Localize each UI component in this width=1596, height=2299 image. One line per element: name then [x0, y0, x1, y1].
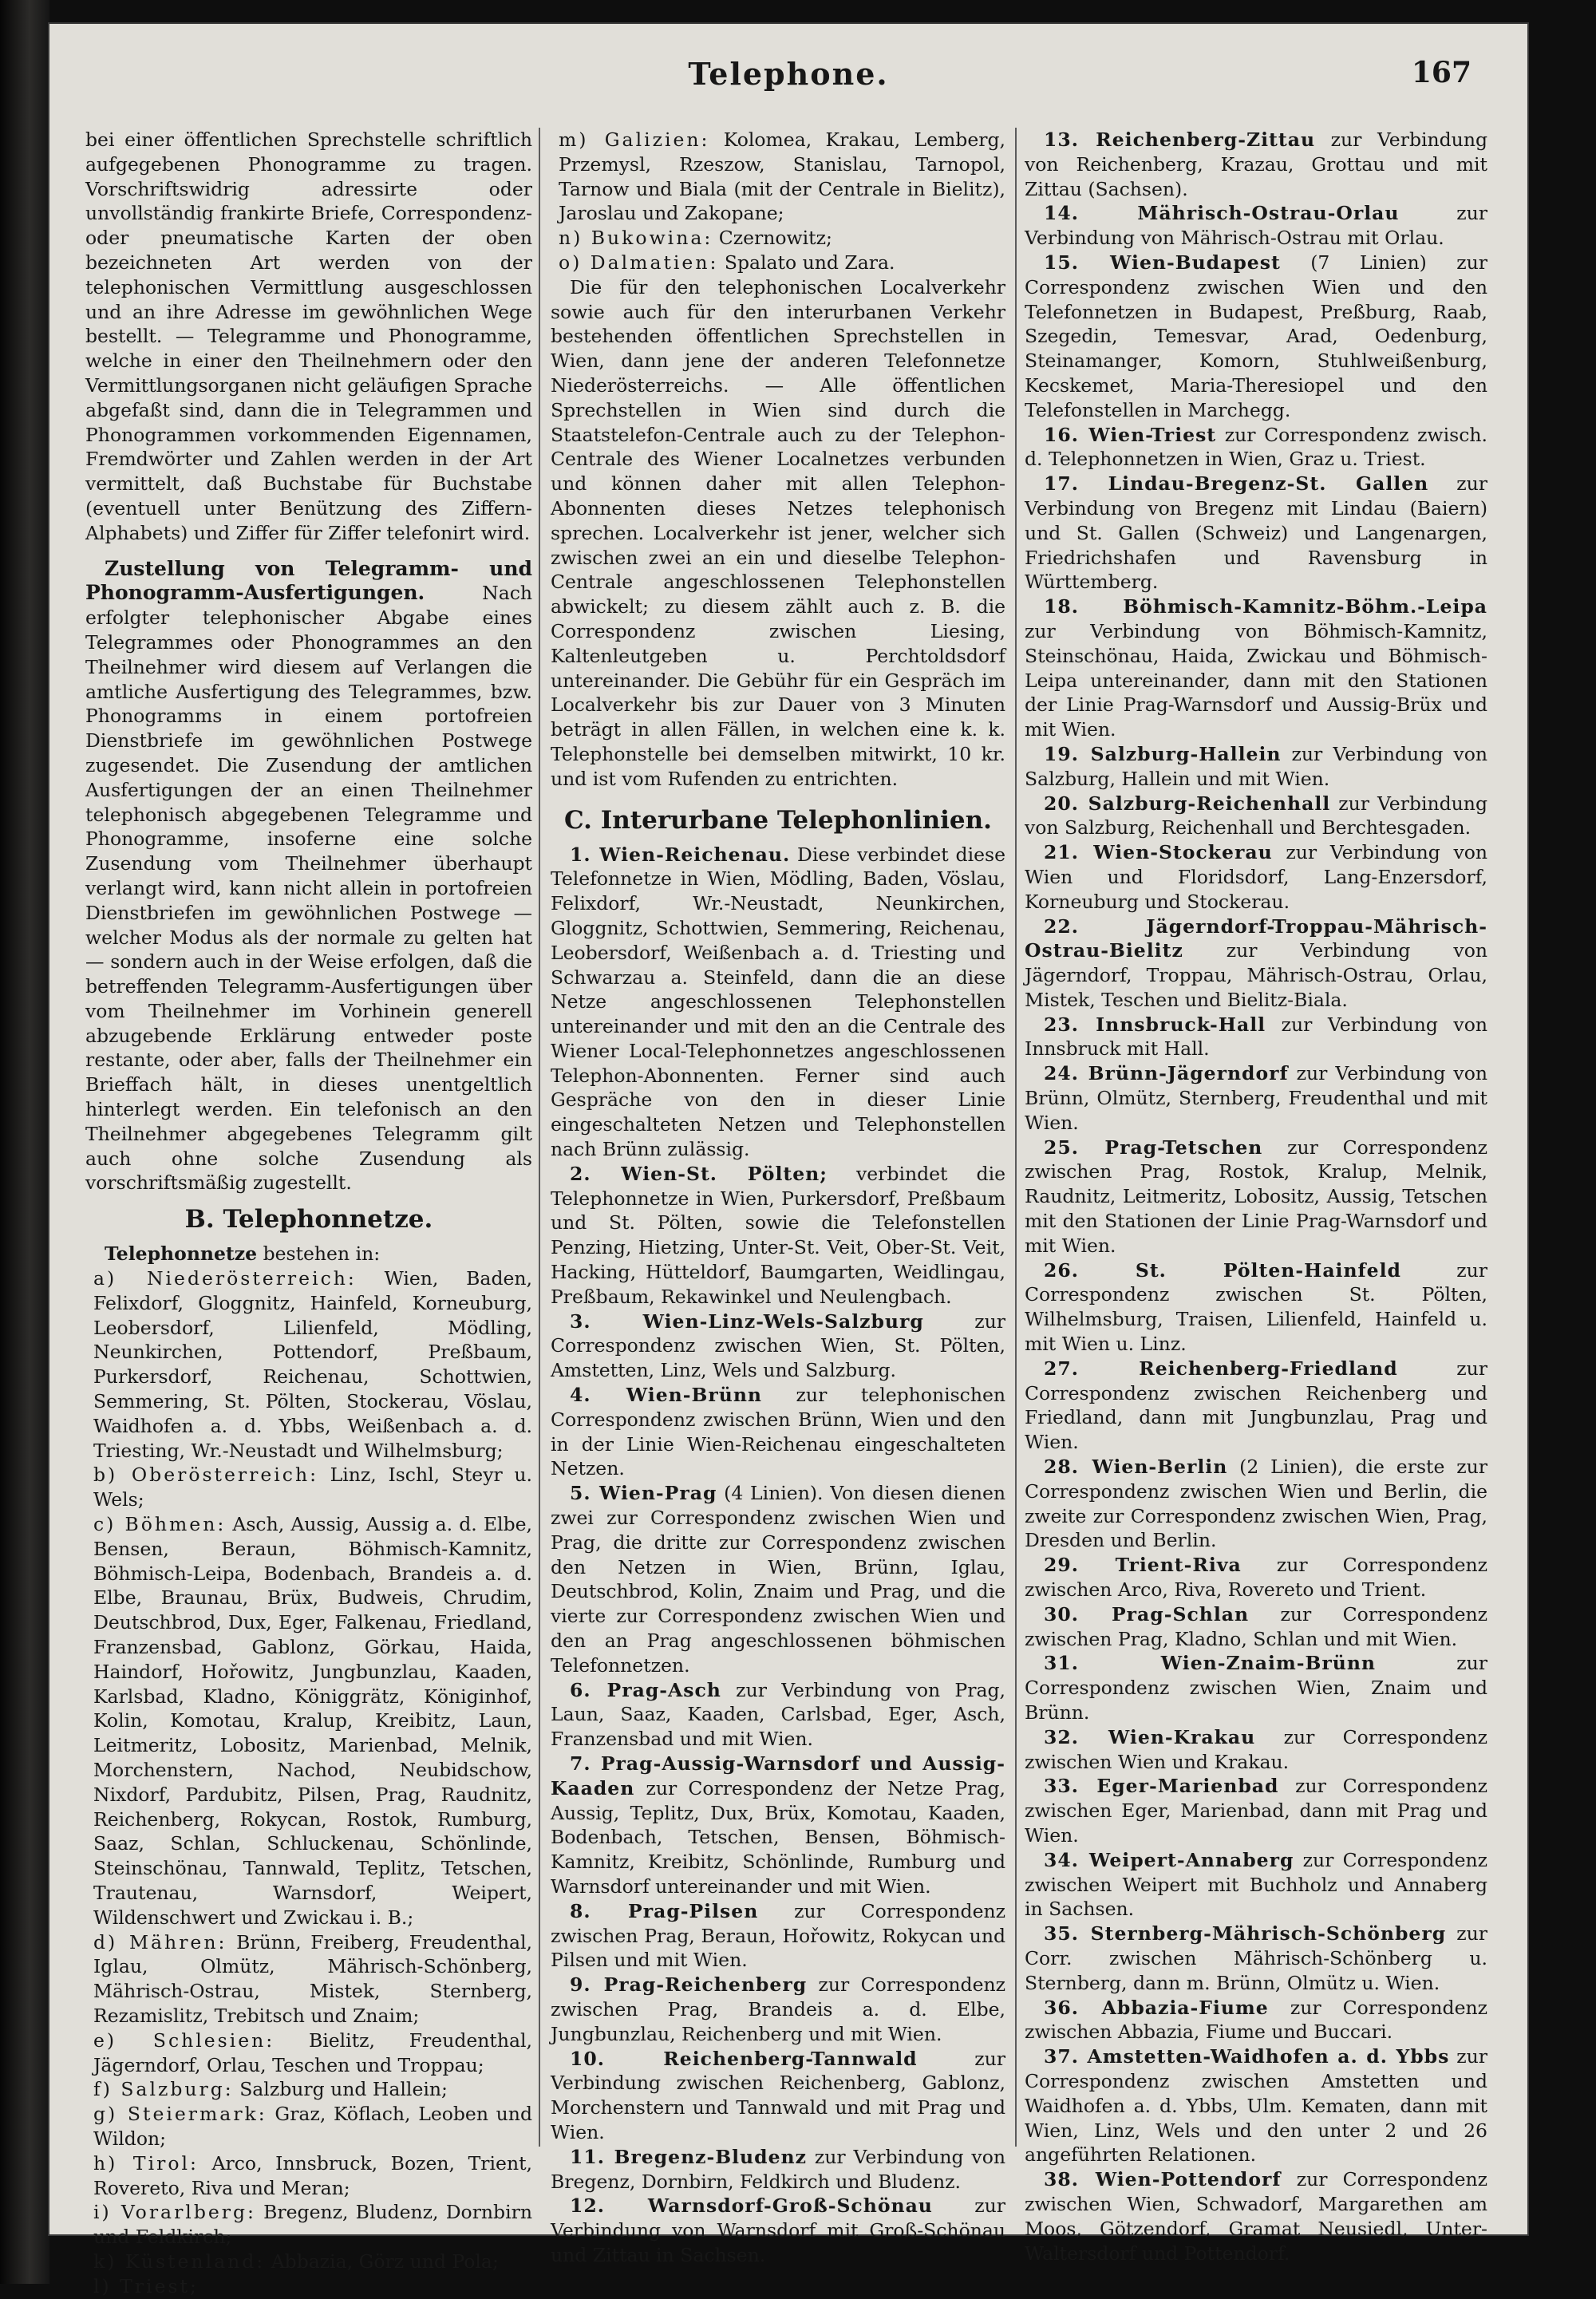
line-text: zur Verbindung von Salzburg, Reichenhall und Berchtesgaden. [1025, 792, 1487, 839]
column-right [1025, 128, 1487, 2265]
region-item [85, 1463, 532, 1512]
line-name: 29. Trient-Riva [1044, 1554, 1242, 1577]
region-name: f) Salzburg: [93, 2078, 234, 2101]
line-text: zur Correspondenz zwischen Abbazia, Fiume und Buccari. [1025, 1996, 1488, 2044]
line-text: zur Verbindung von Warnsdorf mit Groß-Schönau und Zittau in Sachsen. [551, 2194, 1005, 2266]
section-b-heading: B. Telephonnetze. [184, 1205, 433, 1234]
line-text: zur Verbindung von Reichenberg, Krazau, Grottau und mit Zittau (Sachsen). [1025, 128, 1487, 200]
line-name: 4. Wien-Brünn [570, 1384, 762, 1407]
line-name: 22. Jägerndorf-Troppau-Mährisch-Ostrau-Bielitz [1025, 914, 1487, 962]
book-gutter [0, 0, 49, 2284]
region-name: d) Mähren: [93, 1930, 227, 1953]
region-name: c) Böhmen: [93, 1513, 227, 1536]
paragraph-phonogramme: bei einer öffentlichen Sprechstelle schriftlich aufgegebenen Phonogramme zu tragen. Vorschriftswidrig adressirte oder unvollständig frankirte Briefe, Correspondenz- oder pneumatische Karten der oben bezeichneten Art werden von der telephonischen Vermittlung ausgeschlossen und an ihre Adresse im gewöhnlichen Wege bestellt. — Telegramme und Phonogramme, welche in einer den Theilnehmern oder den Vermittlungsorganen nicht geläufigen Sprache abgefaßt sind, dann die in Telegrammen und Phonogrammen vorkommenden Eigennamen, Fremdwörter und Zahlen werden in der Art vermittelt, daß Buchstabe für Buchstabe (eventuell unter Benützung des Ziffern-Alphabets) und Ziffer für Ziffer telefonirt wird. [85, 128, 532, 544]
line-name: 17. Lindau-Bregenz-St. Gallen [1044, 472, 1429, 496]
region-item [85, 2028, 532, 2078]
line-text: zur Correspondenz zwischen Wien und Krakau. [1025, 1725, 1488, 1773]
line-name: 35. Sternberg-Mährisch-Schönberg [1044, 1922, 1447, 1945]
region-name: a) Niederösterreich: [93, 1267, 357, 1290]
line-name: 9. Prag-Reichenberg [570, 1973, 808, 1997]
line-text: zur Verbindung von Jägerndorf, Troppau, Mährisch-Ostrau, Orlau, Mistek, Teschen und Bielitz-Biala. [1025, 939, 1487, 1011]
line-name: 31. Wien-Znaim-Brünn [1044, 1652, 1377, 1675]
line-text: zur Correspondenz zwischen St. Pölten, Wilhelmsburg, Traisen, Lilienfeld, Hainfeld u. mit Wien u. Linz. [1025, 1258, 1487, 1356]
line-entry [551, 1481, 1005, 1677]
region-name: m) Galizien: [559, 128, 710, 151]
line-entry [1025, 1651, 1487, 1724]
line-name: 3. Wien-Linz-Wels-Salzburg [570, 1309, 924, 1333]
region-item [85, 1930, 532, 2028]
line-entry [1025, 2044, 1487, 2167]
line-name: 37. Amstetten-Waidhofen a. d. Ybbs [1044, 2045, 1450, 2068]
region-places: Kolomea, Krakau, Lemberg, Przemysl, Rzeszow, Stanislau, Tarnopol, Tarnow und Biala (mit der Centrale in Bielitz), Jaroslau und Zakopane; [559, 128, 1005, 225]
region-places: Salzburg und Hallein; [233, 2078, 448, 2101]
line-text: zur Correspondenz zwischen Prag, Rostok, Kralup, Melnik, Raudnitz, Leitmeritz, Lobositz, Aussig, Tetschen mit den Stationen der Linie Prag-Warnsdorf und mit Wien. [1025, 1136, 1487, 1257]
line-text: zur Verbindung von Böhmisch-Kamnitz, Steinschönau, Haida, Zwickau und Böhmisch-Leipa untereinander, dann mit den Stationen der Linie Prag-Warnsdorf und Aussig-Brüx und mit Wien. [1025, 619, 1487, 741]
line-name: 25. Prag-Tetschen [1044, 1136, 1263, 1159]
region-places: Wien, Baden, Felixdorf, Gloggnitz, Hainfeld, Korneuburg, Leobersdorf, Lilienfeld, Mödling, Neunkirchen, Pottendorf, Preßbaum, Purkersdorf, Reichenau, Schottwien, Semmering, St. Pölten, Stockerau, Vöslau, Waidhofen a. d. Ybbs, Weißenbach a. d. Triesting, Wr.-Neustadt und Wilhelmsburg; [93, 1267, 533, 1462]
region-name: g) Steiermark: [93, 2103, 267, 2126]
line-entry [551, 2194, 1005, 2267]
line-entry [1025, 201, 1487, 251]
line-text: (7 Linien) zur Correspondenz zwischen Wien und den Telefonnetzen in Budapest, Preßburg, Raab, Szegedin, Temesvar, Arad, Oedenburg, Steinamanger, Komorn, Stuhlweißenburg, Kecskemet, Maria-Theresiopel und den Telefonstellen in Marchegg. [1025, 251, 1487, 421]
line-entry [551, 1752, 1005, 1899]
netze-lead-rest: bestehen in: [257, 1242, 381, 1266]
line-text: zur Correspondenz zwischen Eger, Marienbad, dann mit Prag und Wien. [1025, 1775, 1488, 1847]
paragraph-zustellung [85, 557, 532, 1196]
line-text: zur telephonischen Correspondenz zwischen Brünn, Wien und den in der Linie Wien-Reichenau eingeschalteten Netzen. [551, 1384, 1005, 1480]
line-name: 20. Salzburg-Reichenhall [1044, 792, 1331, 815]
line-entry [551, 1162, 1005, 1309]
line-entry [1025, 1061, 1487, 1135]
line-text: zur Verbindung von Bregenz mit Lindau (Baiern) und St. Gallen (Schweiz) und Langenargen, Friedrichshafen und Ravensburg in Württemberg. [1025, 472, 1487, 594]
line-entry [1025, 1258, 1487, 1357]
line-name: 24. Brünn-Jägerndorf [1044, 1062, 1289, 1085]
page-number: 167 [1411, 56, 1472, 89]
line-entry [551, 2047, 1005, 2145]
line-entry [1025, 1553, 1487, 1602]
line-entry [1025, 1013, 1487, 1062]
line-entry [1025, 840, 1487, 914]
line-text: zur Correspondenz zwischen Reichenberg und Friedland, dann mit Jungbunzlau, Prag und Wien. [1025, 1357, 1487, 1454]
line-entry [1025, 1996, 1487, 2045]
zustellung-title: Zustellung von Telegramm- und Phonogramm-Ausfertigungen. [85, 556, 532, 605]
line-name: 10. Reichenberg-Tannwald [570, 2047, 918, 2070]
line-text: zur Corr. zwischen Mährisch-Schönberg u. Sternberg, dann m. Brünn, Olmütz u. Wien. [1025, 1922, 1487, 1994]
line-name: 5. Wien-Prag [570, 1482, 717, 1505]
line-entry [551, 1383, 1005, 1481]
region-item [85, 2200, 532, 2250]
column-rule-left [539, 128, 540, 2147]
line-name: 30. Prag-Schlan [1044, 1602, 1250, 1625]
line-text: zur Correspondenz zwisch. d. Telephonnetzen in Wien, Graz u. Triest. [1025, 423, 1487, 471]
running-head [49, 56, 1527, 120]
region-name: n) Bukowina: [559, 227, 713, 250]
line-text: zur Correspondenz zwischen Amstetten und Waidhofen a. d. Ybbs, Ulm. Kematen, dann mit Wien, Linz, Wels und den unter 2 und 26 angeführten Relationen. [1025, 2045, 1487, 2167]
region-places: Linz, Ischl, Steyr u. Wels; [93, 1464, 532, 1511]
paragraph-localverkehr: Die für den telephonischen Localverkehr sowie auch für den interurbanen Verkehr bestehenden öffentlichen Sprechstellen in Wien, dann jene der anderen Telefonnetze Niederösterreichs. — Alle öffentlichen Sprechstellen in Wien sind durch die Staatstelefon-Centrale auch zu der Telephon-Centrale des Wiener Localnetzes verbunden und können daher mit allen Telephon-Abonnenten dieses Netzes telephonisch sprechen. Localverkehr ist jener, welcher sich zwischen zwei an ein und dieselbe Telephon-Centrale angeschlossenen Telephonstellen abwickelt; zu diesem zählt auch z. B. die Correspondenz zwischen Liesing, Kaltenleutgeben u. Perchtoldsdorf untereinander. Die Gebühr für ein Gespräch im Localverkehr bis zur Dauer von 3 Minuten beträgt in allen Fällen, in welchen eine k. k. Telephonstelle bei demselben mitwirkt, 10 kr. und ist vom Rufenden zu entrichten. [551, 275, 1005, 790]
region-places: Graz, Köflach, Leoben und Wildon; [93, 2103, 532, 2150]
region-name: i) Vorarlberg: [93, 2201, 256, 2224]
region-list-2 [551, 128, 1005, 275]
column-rule-right [1015, 128, 1017, 2147]
region-places: Asch, Aussig, Aussig a. d. Elbe, Bensen, Beraun, Böhmisch-Kamnitz, Böhmisch-Leipa, Bodenbach, Brandeis a. d. Elbe, Braunau, Brüx, Budweis, Chrudim, Deutschbrod, Dux, Eger, Falkenau, Friedland, Franzensbad, Gablonz, Görkau, Haida, Haindorf, Hořowitz, Jungbunzlau, Kaaden, Karlsbad, Kladno, Königgrätz, Königinhof, Kolin, Komotau, Kralup, Kreibitz, Laun, Leitmeritz, Lobositz, Marienbad, Melnik, Morchenstern, Nachod, Neubidschow, Nixdorf, Pardubitz, Pilsen, Prag, Raudnitz, Reichenberg, Rokycan, Rostok, Rumburg, Saaz, Schlan, Schluckenau, Schönlinde, Steinschönau, Tannwald, Teplitz, Tetschen, Trautenau, Warnsdorf, Weipert, Wildenschwert und Zwickau i. B.; [93, 1513, 532, 1929]
line-text: zur Correspondenz zwischen Prag, Beraun, Hořowitz, Rokycan und Pilsen und mit Wien. [551, 1899, 1005, 1972]
line-entry [1025, 2167, 1487, 2265]
line-name: 6. Prag-Asch [570, 1678, 721, 1701]
line-text: zur Correspondenz zwischen Wien, Znaim und Brünn. [1025, 1652, 1487, 1724]
line-name: 11. Bregenz-Bludenz [570, 2145, 807, 2168]
line-text: zur Verbindung von Mährisch-Ostrau mit Orlau. [1025, 202, 1487, 250]
line-name: 21. Wien-Stockerau [1044, 841, 1273, 864]
region-item [85, 1512, 532, 1930]
line-name: 18. Böhmisch-Kamnitz-Böhm.-Leipa [1044, 595, 1487, 618]
region-places: Abbazia, Görz und Pola; [265, 2250, 499, 2273]
region-places: Spalato und Zara. [718, 251, 895, 274]
line-name: 2. Wien-St. Pölten; [570, 1162, 828, 1185]
line-entry [1025, 1848, 1487, 1922]
netze-lead-bold: Telephonnetze [105, 1242, 258, 1266]
column-middle [551, 128, 1005, 2268]
line-name: 23. Innsbruck-Hall [1044, 1013, 1266, 1036]
region-places: Bielitz, Freudenthal, Jägerndorf, Orlau, Teschen und Troppau; [93, 2028, 532, 2076]
line-name: 8. Prag-Pilsen [570, 1899, 759, 1922]
line-name: 19. Salzburg-Hallein [1044, 742, 1282, 765]
line-name: 14. Mährisch-Ostrau-Orlau [1044, 202, 1400, 225]
line-entry [1025, 472, 1487, 595]
region-list-1 [85, 1266, 532, 2298]
line-entry [551, 843, 1005, 1162]
line-entry [1025, 1602, 1487, 1652]
running-title: Telephone. [688, 56, 889, 92]
line-text: zur Correspondenz zwischen Wien, St. Pölten, Amstetten, Linz, Wels und Salzburg. [551, 1309, 1005, 1382]
line-entry [1025, 1455, 1487, 1553]
region-item [85, 2274, 532, 2299]
line-entry [1025, 1136, 1487, 1258]
line-text: zur Verbindung von Wien und Floridsdorf, Lang-Enzersdorf, Korneuburg und Stockerau. [1025, 841, 1488, 913]
region-name: l) Triest; [93, 2274, 199, 2297]
line-name: 12. Warnsdorf-Groß-Schönau [570, 2194, 933, 2218]
region-item [551, 226, 1005, 251]
region-item [85, 1266, 532, 1463]
line-list-2 [1025, 128, 1487, 2265]
column-left [85, 128, 532, 2299]
region-name: o) Dalmatien: [559, 251, 719, 274]
line-name: 27. Reichenberg-Friedland [1044, 1357, 1398, 1380]
line-entry [1025, 128, 1487, 201]
line-entry [1025, 1725, 1487, 1775]
line-entry [551, 1678, 1005, 1752]
region-name: b) Oberösterreich: [93, 1464, 318, 1487]
line-name: 1. Wien-Reichenau. [570, 843, 791, 866]
region-item [85, 2077, 532, 2102]
line-text: zur Verbindung zwischen Reichenberg, Gablonz, Morchenstern und Tannwald und mit Prag und Wien. [551, 2047, 1005, 2143]
section-c-heading: C. Interurbane Telephonlinien. [564, 805, 992, 835]
line-text: zur Correspondenz zwischen Weipert mit Buchholz und Annaberg in Sachsen. [1025, 1848, 1488, 1921]
netze-lead [85, 1242, 532, 1266]
line-name: 7. Prag-Aussig-Warnsdorf und Aussig-Kaaden [551, 1752, 1005, 1799]
line-name: 32. Wien-Krakau [1044, 1725, 1256, 1748]
line-name: 26. St. Pölten-Hainfeld [1044, 1258, 1401, 1282]
line-name: 36. Abbazia-Fiume [1044, 1996, 1269, 2019]
line-text: zur Correspondenz zwischen Arco, Riva, Rovereto und Trient. [1025, 1554, 1488, 1602]
line-text: zur Verbindung von Innsbruck mit Hall. [1025, 1013, 1487, 1061]
line-name: 28. Wien-Berlin [1044, 1456, 1228, 1479]
line-text: (2 Linien), die erste zur Correspondenz zwischen Wien und Berlin, die zweite zur Correspondenz zwischen Wien, Prag, Dresden und Berlin. [1025, 1456, 1487, 1552]
region-item [551, 128, 1005, 226]
region-item [551, 251, 1005, 275]
line-text: (4 Linien). Von diesen dienen zwei zur Correspondenz zwischen Wien und Prag, die dritte zur Correspondenz zwischen den Netzen in Wien, Brünn, Iglau, Deutschbrod, Kolin, Znaim und Prag, und die vierte zur Correspondenz zwischen Wien und den an Prag angeschlossenen böhmischen Telefonnetzen. [551, 1482, 1006, 1677]
line-text: zur Correspondenz der Netze Prag, Aussig, Teplitz, Dux, Brüx, Komotau, Kaaden, Bodenbach, Tetschen, Bensen, Böhmisch-Kamnitz, Kreibitz, Schönlinde, Rumburg und Warnsdorf untereinander und mit Wien. [551, 1776, 1005, 1898]
line-entry [1025, 742, 1487, 792]
line-text: zur Verbindung von Prag, Laun, Saaz, Kaaden, Carlsbad, Eger, Asch, Franzensbad und mit Wien. [551, 1678, 1005, 1751]
region-item [85, 2250, 532, 2274]
zustellung-text: Nach erfolgter telephonischer Abgabe eines Telegrammes oder Phonogrammes an den Theilnehmer wird diesem auf Verlangen die amtliche Ausfertigung des Telegrammes, bzw. Phonogramms in einem portofreien Dienstbriefe im gewöhnlichen Postwege zugesendet. Die Zusendung der amtlichen Ausfertigungen der an einen Theilnehmer telephonisch abgegebenen Telegramme und Phonogramme, insoferne eine solche Zusendung vom Theilnehmer überhaupt verlangt wird, kann nicht allein in portofreien Dienstbriefen im gewöhnlichen Postwege — welcher Modus als der normale zu gelten hat — sondern auch in der Weise erfolgen, daß die betreffenden Telegramm-Ausfertigungen über vom Theilnehmer im Vorhinein generell abzugebende Erklärung entweder poste restante, oder aber, falls der Theilnehmer ein Brieffach hält, in dieses unentgeltlich hinterlegt werden. Ein telefonisch an den Theilnehmer abgegebenes Telegramm gilt auch ohne solche Zusendung als vorschriftsmäßig zugestellt. [85, 582, 532, 1195]
line-entry [1025, 792, 1487, 841]
line-entry [1025, 914, 1487, 1013]
line-text: zur Verbindung von Brünn, Olmütz, Sternberg, Freudenthal und mit Wien. [1025, 1062, 1487, 1134]
book-page [49, 24, 1527, 2297]
line-entry [551, 1899, 1005, 1973]
region-name: h) Tirol: [93, 2151, 199, 2175]
line-text: zur Verbindung von Bregenz, Dornbirn, Feldkirch und Bludenz. [551, 2145, 1005, 2193]
line-entry [551, 2145, 1005, 2194]
region-name: k) Küstenland: [93, 2250, 266, 2273]
line-entry [551, 1309, 1005, 1383]
region-item [85, 2151, 532, 2201]
region-places: Arco, Innsbruck, Bozen, Trient, Rovereto, Riva und Meran; [93, 2151, 533, 2199]
line-entry [1025, 1774, 1487, 1847]
region-places: Bregenz, Bludenz, Dornbirn und Feldkirch; [93, 2201, 532, 2249]
line-text: verbindet die Telephonnetze in Wien, Purkersdorf, Preßbaum und St. Pölten, sowie die Telefonstellen Penzing, Hietzing, Unter-St. Veit, Ober-St. Veit, Hacking, Hütteldorf, Baumgarten, Weidlingau, Preßbaum, Rekawinkel und Neulengbach. [551, 1162, 1005, 1308]
line-name: 13. Reichenberg-Zittau [1044, 128, 1316, 151]
line-text: zur Correspondenz zwischen Wien, Schwadorf, Margarethen am Moos, Götzendorf, Gramat Neusiedl, Unter-Waltersdorf und Pottendorf. [1025, 2168, 1487, 2265]
line-entry [1025, 1922, 1487, 1995]
line-name: 34. Weipert-Annaberg [1044, 1848, 1294, 1871]
line-entry [1025, 595, 1487, 742]
line-entry [1025, 251, 1487, 423]
line-entry [1025, 1357, 1487, 1455]
line-text: zur Correspondenz zwischen Prag, Brandeis a. d. Elbe, Jungbunzlau, Reichenberg und mit Wien. [551, 1973, 1006, 2045]
region-item [85, 2102, 532, 2151]
line-name: 15. Wien-Budapest [1044, 251, 1281, 274]
line-name: 33. Eger-Marienbad [1044, 1775, 1279, 1798]
region-name: e) Schlesien: [93, 2028, 275, 2052]
line-entry [551, 1973, 1005, 2046]
line-text: Diese verbindet diese Telefonnetze in Wien, Mödling, Baden, Vöslau, Felixdorf, Wr.-Neustadt, Neunkirchen, Gloggnitz, Schottwien, Semmering, Reichenau, Leobersdorf, Weißenbach a. d. Triesting und Schwarzau a. Steinfeld, dann die an diese Netze angeschlossenen Telephonstellen untereinander und mit den an die Centrale des Wiener Local-Telephonnetzes angeschlossenen Telephon-Abonnenten. Ferner sind auch Gespräche von den in dieser Linie eingeschalteten Netzen und Telephonstellen nach Brünn zulässig. [551, 843, 1005, 1161]
region-places: Brünn, Freiberg, Freudenthal, Iglau, Olmütz, Mährisch-Schönberg, Mährisch-Ostrau, Mistek, Sternberg, Rezamislitz, Trebitsch und Znaim; [93, 1930, 532, 2027]
line-entry [1025, 423, 1487, 472]
line-list-1 [551, 843, 1005, 2268]
line-text: zur Correspondenz zwischen Prag, Kladno, Schlan und mit Wien. [1025, 1602, 1487, 1650]
line-name: 38. Wien-Pottendorf [1044, 2168, 1282, 2191]
line-name: 16. Wien-Triest [1044, 423, 1217, 446]
line-text: zur Verbindung von Salzburg, Hallein und mit Wien. [1025, 742, 1487, 790]
region-places: Czernowitz; [713, 227, 832, 250]
